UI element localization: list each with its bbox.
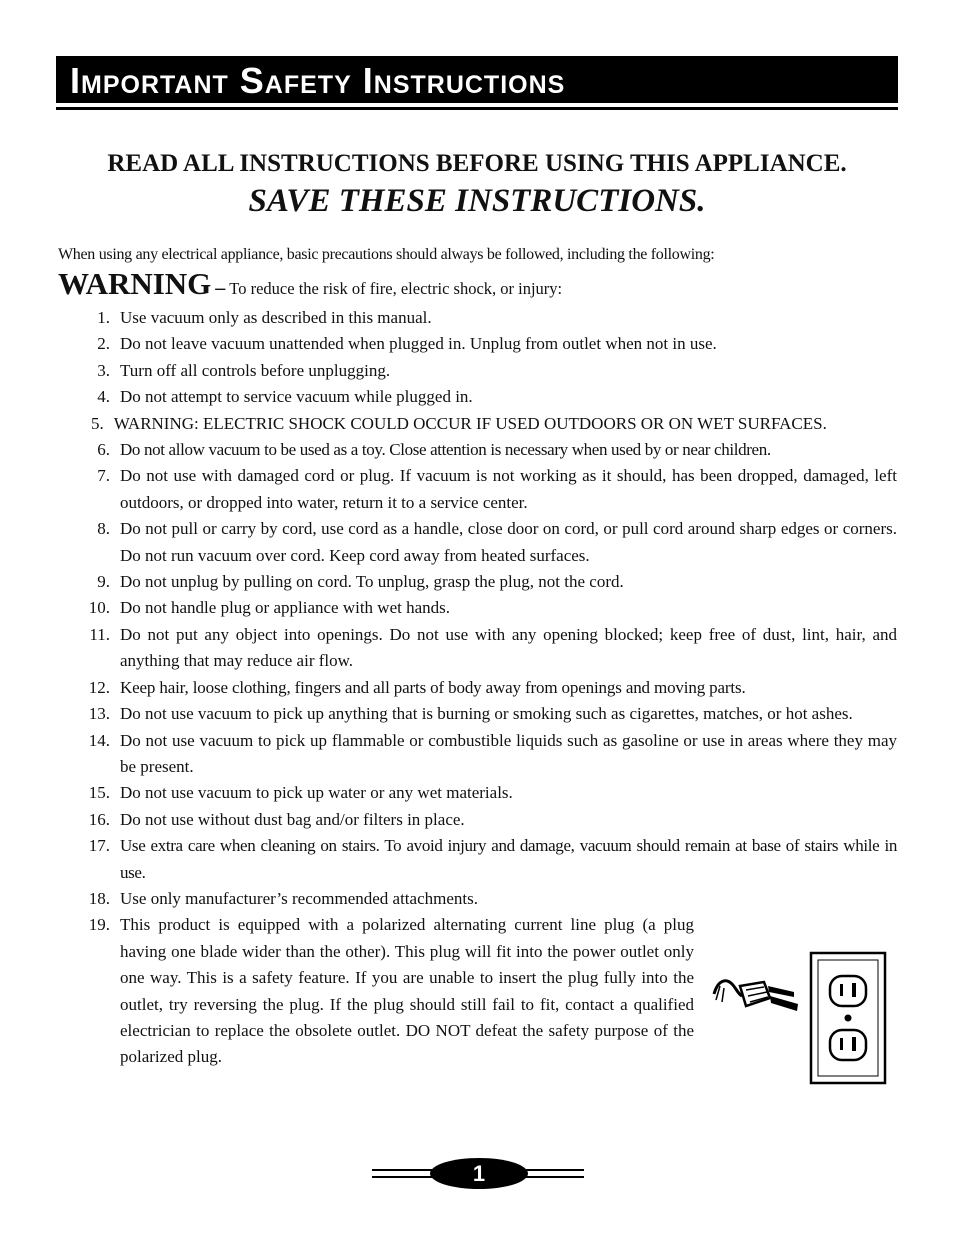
title-bar bbox=[56, 56, 898, 103]
list-item bbox=[58, 807, 897, 833]
page-title: Important Safety Instructions bbox=[70, 60, 566, 101]
warning-label: WARNING bbox=[58, 266, 212, 301]
polarized-plug-outlet-icon bbox=[712, 950, 892, 1085]
list-item bbox=[58, 780, 897, 806]
item-text: Do not handle plug or appliance with wet hands. bbox=[120, 598, 451, 618]
page-number-rule-right bbox=[526, 1176, 584, 1178]
list-item bbox=[58, 331, 897, 357]
item-text: Do not allow vacuum to be used as a toy. Close attention is necessary when used by or near children. bbox=[120, 440, 771, 460]
item-text: Do not pull or carry by cord, use cord as a handle, close door on cord, or pull cord around sharp edges or corners. Do not run vacuum over cord. Keep cord away from heated surfaces. bbox=[120, 519, 897, 565]
list-item bbox=[58, 516, 897, 569]
item-number: 15. bbox=[88, 783, 110, 803]
item-number: 14. bbox=[88, 730, 110, 750]
item-text: Use vacuum only as described in this manual. bbox=[120, 308, 432, 327]
item-number: 17. bbox=[88, 836, 110, 856]
list-item bbox=[58, 569, 897, 595]
item-text: Turn off all controls before unplugging. bbox=[120, 360, 391, 380]
item-text: Use only manufacturer’s recommended attachments. bbox=[120, 888, 478, 908]
title-underline bbox=[56, 107, 898, 110]
item-number: 18. bbox=[88, 888, 110, 908]
list-item bbox=[58, 886, 897, 912]
item-number: 4. bbox=[97, 387, 110, 407]
item-number: 6. bbox=[97, 440, 110, 460]
item-number: 10. bbox=[88, 598, 110, 618]
item-text: Do not use without dust bag and/or filters in place. bbox=[120, 809, 465, 829]
list-item bbox=[58, 305, 897, 331]
item-number: 7. bbox=[97, 466, 110, 486]
item-number: 9. bbox=[97, 572, 110, 592]
page-number-rule-right bbox=[526, 1169, 584, 1171]
item-text: This product is equipped with a polarized alternating current line plug (a plug having one blade wider than the other). This plug will fit into the power outlet only one way. This is a safety feature. If you are unable to insert the plug fully into the outlet, try reversing the plug. If the plug should still fail to fit, contact a qualified electrician to replace the obsolete outlet. DO NOT defeat the safety purpose of the polarized plug. bbox=[120, 915, 694, 1067]
warning-line bbox=[58, 266, 562, 302]
item-number: 1. bbox=[97, 308, 110, 327]
item-number: 16. bbox=[88, 809, 110, 829]
list-item bbox=[58, 358, 897, 384]
item-number: 11. bbox=[89, 624, 110, 644]
page-number-rule-left bbox=[372, 1176, 432, 1178]
item-text: Do not use with damaged cord or plug. If vacuum is not working as it should, has been dropped, damaged, left outdoors, or dropped into water, return it to a service center. bbox=[120, 466, 897, 512]
list-item bbox=[58, 701, 897, 727]
item-text: Use extra care when cleaning on stairs. To avoid injury and damage, vacuum should remain at base of stairs while in use. bbox=[120, 836, 897, 882]
item-text: Do not use vacuum to pick up flammable or combustible liquids such as gasoline or use in areas where they may be present. bbox=[120, 730, 897, 776]
item-text: Do not attempt to service vacuum while plugged in. bbox=[120, 387, 473, 407]
item-number: 5. bbox=[91, 413, 104, 433]
warning-dash: – bbox=[215, 277, 226, 299]
item-number: 2. bbox=[97, 334, 110, 354]
list-item bbox=[58, 437, 897, 463]
item-number: 8. bbox=[97, 519, 110, 539]
list-item bbox=[58, 622, 897, 675]
list-item bbox=[58, 463, 897, 516]
list-item bbox=[58, 728, 897, 781]
item-number: 12. bbox=[88, 677, 110, 697]
save-instructions-heading: SAVE THESE INSTRUCTIONS. bbox=[248, 183, 706, 219]
page-number: 1 bbox=[430, 1158, 528, 1189]
item-number: 13. bbox=[88, 704, 110, 724]
read-all-heading: READ ALL INSTRUCTIONS BEFORE USING THIS APPLIANCE. bbox=[107, 150, 847, 177]
intro-text: When using any electrical appliance, basic precautions should always be followed, including the following: bbox=[58, 246, 715, 263]
list-item bbox=[58, 384, 897, 410]
item-text: Do not put any object into openings. Do not use with any opening blocked; keep free of dust, lint, hair, and anything that may reduce air flow. bbox=[120, 624, 897, 671]
item-text: Do not use vacuum to pick up anything that is burning or smoking such as cigarettes, matches, or hot ashes. bbox=[120, 704, 853, 724]
item-text: Do not use vacuum to pick up water or any wet materials. bbox=[120, 783, 513, 803]
item-text: Do not unplug by pulling on cord. To unplug, grasp the plug, not the cord. bbox=[120, 572, 624, 592]
list-item bbox=[58, 675, 897, 701]
list-item bbox=[58, 595, 897, 621]
item-text: Do not leave vacuum unattended when plugged in. Unplug from outlet when not in use. bbox=[120, 334, 717, 354]
item-number: 3. bbox=[97, 360, 110, 380]
item-number: 19. bbox=[88, 915, 110, 935]
warning-text: To reduce the risk of fire, electric shock, or injury: bbox=[229, 279, 563, 298]
item-text: WARNING: ELECTRIC SHOCK COULD OCCUR IF USED OUTDOORS OR ON WET SURFACES. bbox=[113, 413, 827, 433]
page-number-rule-left bbox=[372, 1169, 432, 1171]
list-item bbox=[58, 411, 897, 437]
list-item bbox=[58, 833, 897, 886]
item-text: Keep hair, loose clothing, fingers and all parts of body away from openings and moving parts. bbox=[120, 677, 746, 697]
page-number-badge bbox=[372, 1158, 584, 1190]
